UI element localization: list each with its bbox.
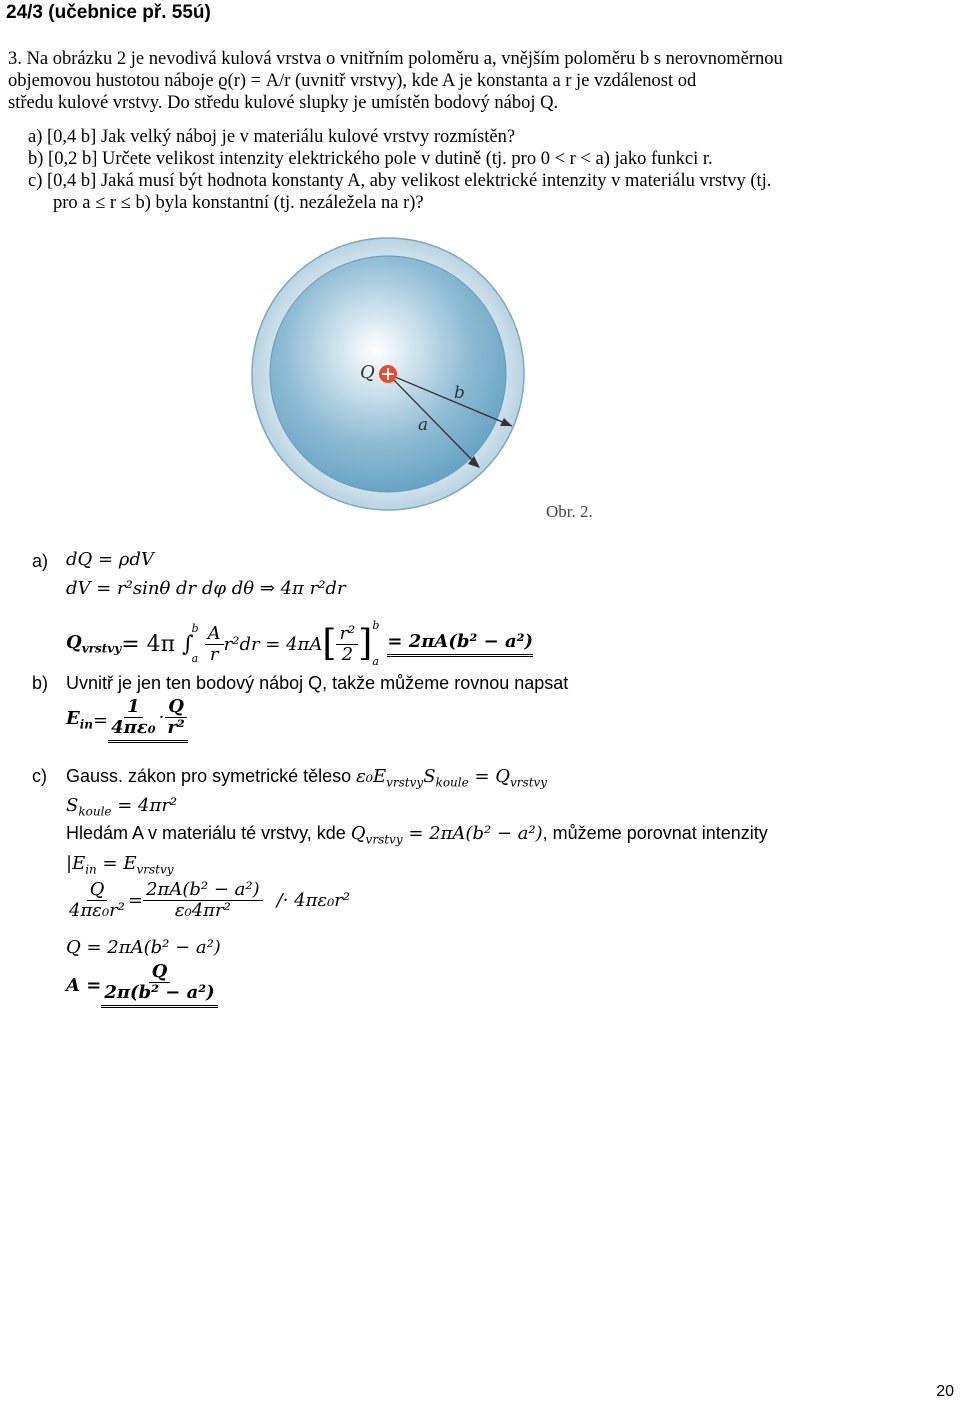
problem-statement: [8, 48, 783, 114]
fraction-a-over-r: $\frac{A}{r}$: [205, 624, 224, 665]
label-q: Q: [360, 362, 375, 383]
solution-c-result: $\frac{Q}{\text{2π(b² − a²)}}$: [101, 962, 217, 1008]
bracket-limits: b a: [372, 619, 380, 668]
solution-a-line2: dV = r²sinθ dr dφ dθ ⇒ 4π r²dr: [66, 578, 346, 599]
page-number: 20: [936, 1383, 954, 1400]
solution-a-result: = 2πA(b² − a²): [387, 631, 533, 657]
solution-c-line3: Hledám A v materiálu té vrstvy, kde $Q_{vrstvy} = 2\pi A(b^2 - a^2)$, můžeme porovnat intenzity: [66, 823, 768, 847]
problem-item-c: c) [0,4 b] Jaká musí být hodnota konstanty A, aby velikost elektrické intenzity v materiálu vrstvy (tj.: [28, 171, 772, 191]
problem-line-3: středu kulové vrstvy. Do středu kulové slupky je umístěn bodový náboj Q.: [8, 93, 559, 113]
solution-c-line1: Gauss. zákon pro symetrické těleso $\varepsilon_0E_{vrstvy}S_{koule} = Q_{vrstvy}$: [66, 766, 548, 790]
solution-a-line1: dQ = ρdV: [66, 549, 154, 570]
solution-b-label: b): [32, 673, 49, 693]
page-header: 24/3 (učebnice př. 55ú): [6, 2, 211, 23]
problem-item-a: a) [0,4 b] Jak velký náboj je v materiálu kulové vrstvy rozmístěn?: [28, 127, 516, 147]
problem-items: [28, 126, 771, 214]
multiply-note: /· 4πε₀r²: [276, 890, 351, 911]
solution-c-line5: $\frac{Q}{\text{4πε₀r²}}$ = $\frac{\text{2πA(b² − a²)}}{\text{ε₀4πr²}}$ /· 4πε₀r²: [66, 880, 350, 921]
e-in: $E_{in}$: [66, 708, 94, 732]
fraction-one-over-4pi-eps: $\frac{1}{\text{4πε₀}}$: [111, 696, 156, 738]
solution-c-line2: $S_{koule} = 4\pi r^2$: [66, 795, 178, 819]
problem-line-2: objemovou hustotou náboje ϱ(r) = A/r (uvnitř vrstvy), kde A je konstanta a r je vzdálenost od: [8, 71, 697, 91]
solution-c-line6: Q = 2πA(b² − a²): [66, 937, 221, 958]
integrand: r²dr = 4πA: [223, 633, 323, 655]
solution-c-label: c): [32, 766, 47, 786]
integral-limits: b a: [191, 622, 199, 665]
integral-symbol: = 4π ∫: [121, 631, 194, 657]
figure-spherical-shell: [250, 236, 630, 526]
problem-item-c-cont: pro a ≤ r ≤ b) byla konstantní (tj. nezáležela na r)?: [53, 193, 424, 213]
fraction-2pia-over-eps-4pi-r2: $\frac{\text{2πA(b² − a²)}}{\text{ε₀4πr²}}$: [143, 880, 263, 921]
bracket-fraction: $\frac{\text{r²}}{2}$: [336, 624, 358, 665]
fraction-q-over-r2: $\frac{Q}{\text{r²}}$: [164, 697, 187, 738]
label-b: b: [454, 383, 465, 403]
q-vrstvy: $Q_{vrstvy}$: [66, 632, 122, 656]
solution-a-equation: $Q_{vrstvy}$ = 4π ∫ b a $\frac{A}{r}$ r²dr = 4πA [ $\frac{\text{r²}}{2}$ ] b a = 2πA(b² − a²): [66, 608, 533, 680]
solution-b-result: $\frac{1}{\text{4πε₀}}$ · $\frac{Q}{\text{r²}}$: [108, 697, 188, 743]
problem-line-1: 3. Na obrázku 2 je nevodivá kulová vrstva o vnitřním poloměru a, vnějším poloměru b s nerovnoměrnou: [8, 49, 783, 69]
solution-a-label: a): [32, 551, 49, 571]
solution-b-text: Uvnitř je jen ten bodový náboj Q, takže můžeme rovnou napsat: [66, 673, 569, 693]
label-a: a: [418, 415, 429, 435]
solution-c-line7: A = $\frac{Q}{\text{2π(b² − a²)}}$: [66, 962, 218, 1008]
solution-b-equation: $E_{in}$ = $\frac{1}{\text{4πε₀}}$ · $\frac{Q}{\text{r²}}$: [66, 697, 188, 743]
problem-item-b: b) [0,2 b] Určete velikost intenzity elektrického pole v dutině (tj. pro 0 < r < a) jako funkci r.: [28, 149, 713, 169]
figure-caption: Obr. 2.: [546, 502, 593, 521]
solution-c-line4: $|E_{in} = E_{vrstvy}$: [66, 853, 174, 877]
fraction-q-over-4pi-eps-r2: $\frac{Q}{\text{4πε₀r²}}$: [69, 879, 125, 921]
